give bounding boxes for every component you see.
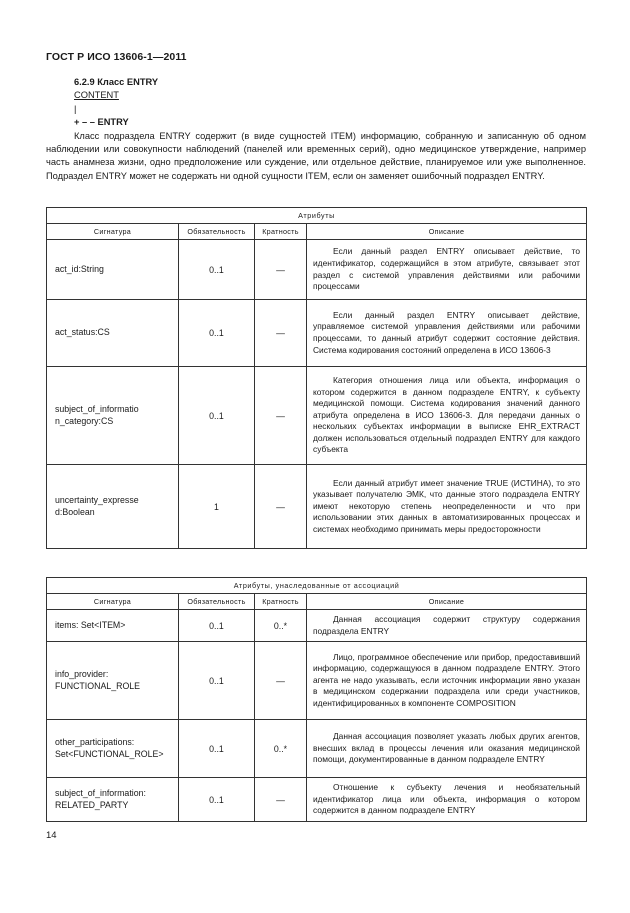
cell-description	[307, 300, 587, 367]
cell-obligation: 0..1	[179, 778, 255, 822]
cell-multiplicity: —	[255, 465, 307, 549]
cell-description	[307, 642, 587, 720]
section-heading: 6.2.9 Класс ENTRY	[74, 77, 159, 87]
cell-obligation: 0..1	[179, 720, 255, 778]
table-caption: Атрибуты, унаследованные от ассоциаций	[47, 578, 587, 594]
diagram-connector: |	[74, 103, 77, 114]
cell-signature: act_id:String	[47, 240, 179, 300]
cell-signature: info_provider: FUNCTIONAL_ROLE	[47, 642, 179, 720]
cell-description	[307, 720, 587, 778]
column-header-multiplicity: Кратность	[255, 224, 307, 240]
cell-signature: subject_of_informatio n_category:CS	[47, 367, 179, 465]
cell-multiplicity: 0..*	[255, 720, 307, 778]
description-text: Если данный раздел ENTRY описывает действие, то идентификатор, содержащийся в этом атрибуте, связывает этот раздел с системой управления действиями или рабочими процессами	[313, 246, 581, 292]
diagram-parent-class: CONTENT	[74, 90, 119, 101]
cell-signature: subject_of_information: RELATED_PARTY	[47, 778, 179, 822]
cell-multiplicity: —	[255, 300, 307, 367]
column-header-obligation: Обязательность	[179, 224, 255, 240]
cell-description	[307, 240, 587, 300]
table-row	[47, 240, 587, 300]
cell-obligation: 0..1	[179, 300, 255, 367]
page-number: 14	[46, 830, 57, 841]
inherited-attributes-table	[46, 577, 587, 822]
table-row	[47, 778, 587, 822]
attributes-table	[46, 207, 587, 549]
column-header-signature: Сигнатура	[47, 594, 179, 610]
cell-description	[307, 465, 587, 549]
cell-description	[307, 610, 587, 642]
cell-signature: other_participations: Set<FUNCTIONAL_ROLE>	[47, 720, 179, 778]
column-header-obligation: Обязательность	[179, 594, 255, 610]
table-row	[47, 300, 587, 367]
cell-multiplicity: —	[255, 778, 307, 822]
cell-signature: act_status:CS	[47, 300, 179, 367]
cell-signature: uncertainty_expresse d:Boolean	[47, 465, 179, 549]
cell-obligation: 0..1	[179, 642, 255, 720]
column-header-description: Описание	[307, 594, 587, 610]
description-text: Лицо, программное обеспечение или прибор, предоставивший информацию, содержащуюся в данном подразделе ENTRY. Этого агента не надо указывать, если источник информации явно указан в медицинском содержании подраздела или среди участников, идентифицированных в компоненте COMPOSITION	[313, 651, 580, 709]
cell-obligation: 0..1	[179, 367, 255, 465]
diagram-child-class: + – – ENTRY	[74, 117, 129, 128]
cell-multiplicity: —	[255, 367, 307, 465]
table-row	[47, 465, 587, 549]
table-row	[47, 367, 587, 465]
cell-description	[307, 367, 587, 465]
cell-obligation: 0..1	[179, 610, 255, 642]
table-row	[47, 610, 587, 642]
table-row	[47, 642, 587, 720]
table-caption: Атрибуты	[47, 208, 587, 224]
cell-signature: items: Set<ITEM>	[47, 610, 179, 642]
description-text: Данная ассоциация позволяет указать любых других агентов, внесших вклад в процессы лечения или оказания медицинской помощи, документированные в данном подразделе ENTRY	[313, 731, 580, 765]
column-header-signature: Сигнатура	[47, 224, 179, 240]
cell-obligation: 1	[179, 465, 255, 549]
table-row	[47, 720, 587, 778]
description-text: Отношение к субъекту лечения и необязательный идентификатор лица или объекта, информация о котором содержится в данном подразделе ENTRY	[313, 782, 580, 816]
cell-multiplicity: —	[255, 240, 307, 300]
cell-multiplicity: —	[255, 642, 307, 720]
cell-multiplicity: 0..*	[255, 610, 307, 642]
description-text: Категория отношения лица или объекта, информация о котором содержится в данном подразделе ENTRY, к субъекту медицинской помощи. Система кодирования значений данного атрибута определена в ИСО 13606-3. Для передачи данных о нескольких субъектах информации в выписке EHR_EXTRACT должен использоваться отдельный подраздел ENTRY для каждого субъекта	[313, 374, 581, 455]
description-text: Если данный атрибут имеет значение TRUE (ИСТИНА), то это указывает получателю ЭМК, что данные этого подраздела ENTRY имеют некоторую степень неопределенности и что при использовании этих данных в автоматизированных процессах и системах необходимо принимать меры предосторожности	[313, 477, 581, 534]
description-text: Если данный раздел ENTRY описывает действие, управляемое системой управления действиями или рабочими процессами, то данный атрибут содержит состояние действия. Система кодирования состояний определена в ИСО 13606-3	[313, 309, 581, 355]
document-header: ГОСТ Р ИСО 13606-1—2011	[46, 51, 187, 63]
column-header-multiplicity: Кратность	[255, 594, 307, 610]
description-text: Данная ассоциация содержит структуру содержания подраздела ENTRY	[313, 614, 580, 636]
cell-description	[307, 778, 587, 822]
column-header-description: Описание	[307, 224, 587, 240]
section-intro	[46, 76, 586, 183]
section-paragraph: Класс подраздела ENTRY содержит (в виде сущностей ITEM) информацию, собранную и записанную об одном наблюдении или совокупности наблюдений (панелей или временных серий), одно медицинское утверждение, например часть анамнеза жизни, одно предположение или суждение, или отдельное действие, планируемое или уже выполненное. Подраздел ENTRY может не содержать ни одной сущности ITEM, если он заменяет ошибочный подраздел ENTRY.	[46, 130, 586, 181]
cell-obligation: 0..1	[179, 240, 255, 300]
